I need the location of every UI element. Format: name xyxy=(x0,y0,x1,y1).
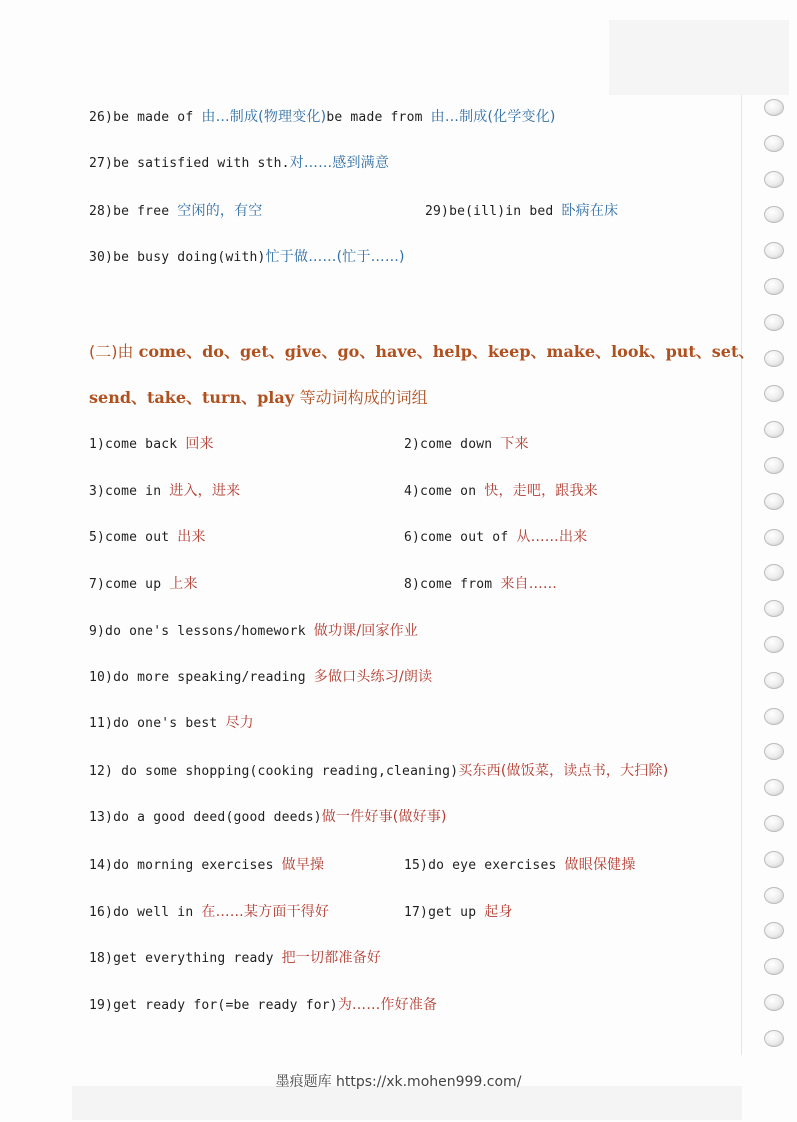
binding-ring xyxy=(764,743,784,760)
phrase-en: 16)do well in xyxy=(89,905,202,920)
phrase-16 xyxy=(89,901,329,921)
phrase-4 xyxy=(404,480,598,500)
binding-ring xyxy=(764,636,784,653)
binding-ring xyxy=(764,564,784,581)
binding-ring xyxy=(764,851,784,868)
binding-ring xyxy=(764,708,784,725)
phrase-en: 28)be free xyxy=(89,204,178,219)
binding-ring xyxy=(764,1030,784,1047)
phrase-en: 8)come from xyxy=(404,577,501,592)
phrase-18 xyxy=(89,947,381,967)
phrase-zh: 为……作好准备 xyxy=(337,997,438,1013)
phrase-en: 17)get up xyxy=(404,905,485,920)
phrase-zh: 多做口头练习/朗读 xyxy=(313,669,433,685)
phrase-zh: 做眼保健操 xyxy=(564,857,636,873)
phrase-en: 19)get ready for(=be ready for) xyxy=(89,998,338,1013)
phrase-29 xyxy=(425,200,618,220)
phrase-27 xyxy=(89,152,389,172)
phrase-en: 10)do more speaking/reading xyxy=(89,670,314,685)
phrase-en: 3)come in xyxy=(89,484,170,499)
binding-ring xyxy=(764,922,784,939)
phrase-30 xyxy=(89,246,405,266)
phrase-10 xyxy=(89,666,432,686)
phrase-en: 15)do eye exercises xyxy=(404,858,565,873)
phrase-en: 29)be(ill)in bed xyxy=(425,204,562,219)
phrase-8 xyxy=(404,573,557,593)
phrase-11 xyxy=(89,712,254,732)
phrase-19 xyxy=(89,994,437,1014)
phrase-zh: 空闲的，有空 xyxy=(177,203,263,219)
phrase-13 xyxy=(89,806,447,826)
heading-prefix: (二)由 xyxy=(89,342,139,361)
phrase-en: 12) do some shopping(cooking reading,cleaning) xyxy=(89,764,459,779)
phrase-zh: 出来 xyxy=(177,529,206,545)
phrase-15 xyxy=(404,854,636,874)
phrase-en: 7)come up xyxy=(89,577,170,592)
binding-ring xyxy=(764,350,784,367)
phrase-1 xyxy=(89,433,214,453)
binding-ring xyxy=(764,887,784,904)
binding-edge xyxy=(741,95,742,1055)
phrase-zh: 做早操 xyxy=(281,857,325,873)
phrase-2 xyxy=(404,433,529,453)
binding-ring xyxy=(764,99,784,116)
phrase-en: 26)be made of xyxy=(89,110,202,125)
binding-ring xyxy=(764,958,784,975)
phrase-zh: 尽力 xyxy=(225,715,254,731)
phrase-zh: 起身 xyxy=(484,904,513,920)
phrase-zh: 在……某方面干得好 xyxy=(201,904,330,920)
section-heading xyxy=(89,339,754,362)
binding-ring xyxy=(764,135,784,152)
binding-ring xyxy=(764,779,784,796)
phrase-7 xyxy=(89,573,198,593)
phrase-zh: 做功课/回家作业 xyxy=(313,623,419,639)
binding-ring xyxy=(764,171,784,188)
phrase-zh: 买东西(做饭菜，读点书，大扫除) xyxy=(458,763,669,779)
phrase-12 xyxy=(89,760,668,780)
phrase-zh: 卧病在床 xyxy=(561,203,619,219)
heading-suffix: 等动词构成的词组 xyxy=(299,388,428,407)
footer-watermark: 墨痕题库 https://xk.mohen999.com/ xyxy=(275,1074,522,1090)
phrase-zh: 由…制成(物理变化) xyxy=(201,109,327,125)
binding-ring xyxy=(764,278,784,295)
phrase-6 xyxy=(404,526,587,546)
binding-ring xyxy=(764,206,784,223)
binding-ring xyxy=(764,242,784,259)
phrase-en: 1)come back xyxy=(89,437,186,452)
phrase-26 xyxy=(89,106,556,126)
binding-ring xyxy=(764,493,784,510)
phrase-en: 4)come on xyxy=(404,484,485,499)
phrase-en: 6)come out of xyxy=(404,530,517,545)
binding-ring xyxy=(764,457,784,474)
phrase-en: 30)be busy doing(with) xyxy=(89,250,266,265)
phrase-zh: 做一件好事(做好事) xyxy=(321,809,447,825)
phrase-zh: 回来 xyxy=(185,436,214,452)
heading-verbs: come、do、get、give、go、have、help、keep、make、look、put、set、 xyxy=(138,342,755,361)
phrase-zh: 快，走吧，跟我来 xyxy=(484,483,598,499)
phrase-zh: 下来 xyxy=(500,436,529,452)
binding-ring xyxy=(764,529,784,546)
phrase-en: 9)do one's lessons/homework xyxy=(89,624,314,639)
phrase-28 xyxy=(89,200,263,220)
phrase-zh: 由…制成(化学变化) xyxy=(430,109,556,125)
binding-ring xyxy=(764,385,784,402)
phrase-en: be made from xyxy=(326,110,431,125)
binding-ring xyxy=(764,600,784,617)
binding-ring xyxy=(764,994,784,1011)
phrase-en: 18)get everything ready xyxy=(89,951,282,966)
phrase-5 xyxy=(89,526,206,546)
phrase-9 xyxy=(89,620,418,640)
phrase-zh: 来自…… xyxy=(500,576,558,592)
phrase-en: 11)do one's best xyxy=(89,716,226,731)
section-heading-cont xyxy=(89,385,428,408)
phrase-3 xyxy=(89,480,240,500)
phrase-en: 5)come out xyxy=(89,530,178,545)
binding-ring xyxy=(764,815,784,832)
phrase-en: 13)do a good deed(good deeds) xyxy=(89,810,322,825)
phrase-zh: 忙于做……(忙于……) xyxy=(265,249,405,265)
phrase-zh: 从……出来 xyxy=(516,529,588,545)
phrase-zh: 上来 xyxy=(169,576,198,592)
phrase-en: 27)be satisfied with sth. xyxy=(89,156,290,171)
binding-ring xyxy=(764,672,784,689)
scan-shade-bottom xyxy=(72,1086,742,1120)
scan-shade xyxy=(609,20,789,95)
phrase-zh: 把一切都准备好 xyxy=(281,950,382,966)
phrase-zh: 进入，进来 xyxy=(169,483,241,499)
phrase-17 xyxy=(404,901,513,921)
phrase-en: 14)do morning exercises xyxy=(89,858,282,873)
phrase-14 xyxy=(89,854,324,874)
phrase-zh: 对……感到满意 xyxy=(289,155,390,171)
heading-verbs-cont: send、take、turn、play xyxy=(89,388,300,407)
binding-ring xyxy=(764,421,784,438)
binding-ring xyxy=(764,314,784,331)
phrase-en: 2)come down xyxy=(404,437,501,452)
